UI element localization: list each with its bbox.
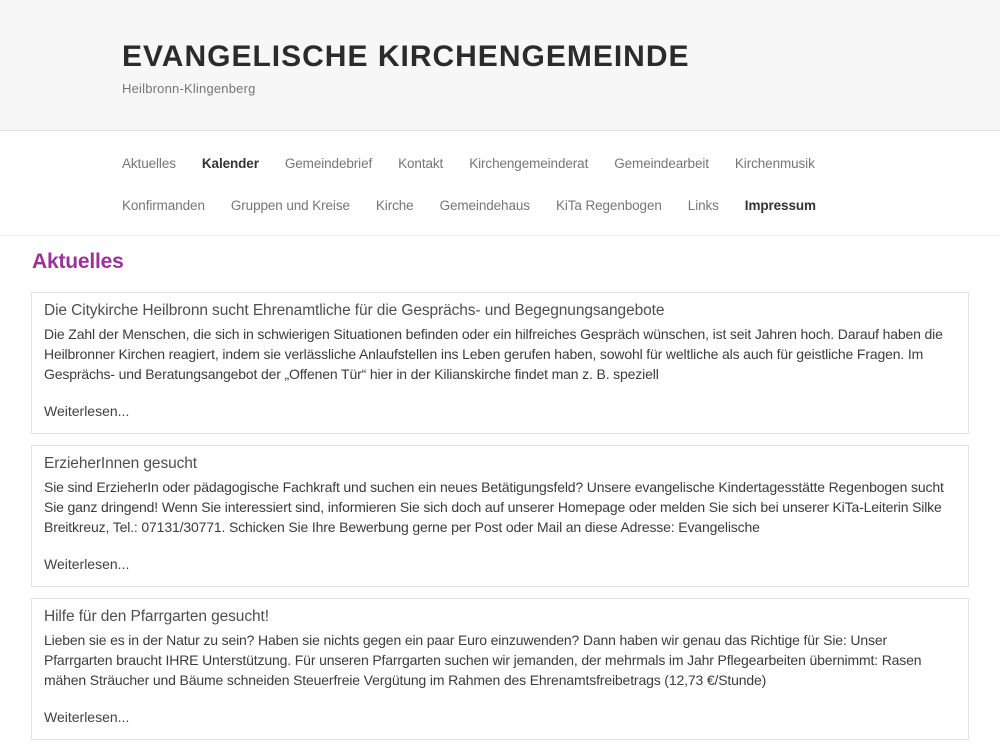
article-title[interactable]: Die Citykirche Heilbronn sucht Ehrenamtliche für die Gesprächs- und Begegnungsangebote [44, 302, 665, 319]
nav-item-kirchenmusik[interactable]: Kirchenmusik [734, 156, 815, 171]
nav-item-konfirmanden[interactable]: Konfirmanden [122, 198, 205, 213]
site-header [0, 0, 1000, 131]
site-title[interactable]: EVANGELISCHE KIRCHENGEMEINDE [122, 40, 690, 73]
article-card [31, 598, 969, 740]
nav-item-gemeindebrief[interactable]: Gemeindebrief [284, 156, 373, 171]
article-excerpt: Sie sind ErzieherIn oder pädagogische Fachkraft und suchen ein neues Betätigungsfeld? Unsere evangelische Kindertagesstätte Regenbogen sucht Sie ganz dringend! Wenn Sie interessiert sind, informieren Sie sich doch auf unserer Homepage oder melden Sie sich bei unserer KiTa-Leiterin Silke Breitkreuz, Tel.: 07131/30771. Schicken Sie Ihre Bewerbung gerne per Post oder Mail an diese Adresse: Evangelische [44, 479, 944, 535]
main-nav [0, 131, 1000, 236]
article-list [0, 292, 1000, 740]
article-excerpt: Die Zahl der Menschen, die sich in schwierigen Situationen befinden oder ein hilfreiches Gespräch wünschen, ist seit Jahren hoch. Darauf haben die Heilbronner Kirchen reagiert, indem sie verlässliche Anlaufstellen ins Leben gerufen haben, sowohl für weltliche als auch für geistliche Fragen. Im Gesprächs- und Beratungsangebot der „Offenen Tür“ hier in der Kilianskirche findet man z. B. speziell [44, 326, 943, 382]
site-subtitle: Heilbronn-Klingenberg [122, 81, 256, 96]
read-more-link[interactable]: Weiterlesen... [44, 709, 130, 725]
nav-item-links[interactable]: Links [687, 198, 719, 213]
nav-item-kontakt[interactable]: Kontakt [398, 156, 444, 171]
nav-item-gruppen-und-kreise[interactable]: Gruppen und Kreise [230, 198, 350, 213]
read-more-link[interactable]: Weiterlesen... [44, 403, 130, 419]
nav-item-kirchengemeinderat[interactable]: Kirchengemeinderat [469, 156, 589, 171]
article-card [31, 445, 969, 587]
article-title[interactable]: ErzieherInnen gesucht [44, 455, 197, 472]
article-excerpt: Lieben sie es in der Natur zu sein? Haben sie nichts gegen ein paar Euro einzuwenden? Dann haben wir genau das Richtige für Sie: Unser Pfarrgarten braucht IHRE Unterstützung. Für unseren Pfarrgarten suchen wir jemanden, der mehrmals im Jahr Pflegearbeiten übernimmt: Rasen mähen Sträucher und Bäume schneiden Steuerfreie Vergütung im Rahmen des Ehrenamtsfreibetrags (12,73 €/Stunde) [44, 632, 922, 688]
nav-item-kirche[interactable]: Kirche [375, 198, 414, 213]
nav-item-kalender[interactable]: Kalender [201, 156, 259, 171]
page-title: Aktuelles [32, 250, 124, 273]
nav-row-1 [122, 157, 960, 171]
nav-item-impressum[interactable]: Impressum [744, 198, 816, 213]
article-title[interactable]: Hilfe für den Pfarrgarten gesucht! [44, 608, 269, 625]
nav-item-gemeindearbeit[interactable]: Gemeindearbeit [614, 156, 709, 171]
nav-item-kita-regenbogen[interactable]: KiTa Regenbogen [555, 198, 662, 213]
nav-item-gemeindehaus[interactable]: Gemeindehaus [439, 198, 530, 213]
read-more-link[interactable]: Weiterlesen... [44, 556, 130, 572]
nav-item-aktuelles[interactable]: Aktuelles [122, 156, 176, 171]
nav-row-2 [122, 199, 960, 213]
content [0, 236, 1000, 740]
article-card [31, 292, 969, 434]
